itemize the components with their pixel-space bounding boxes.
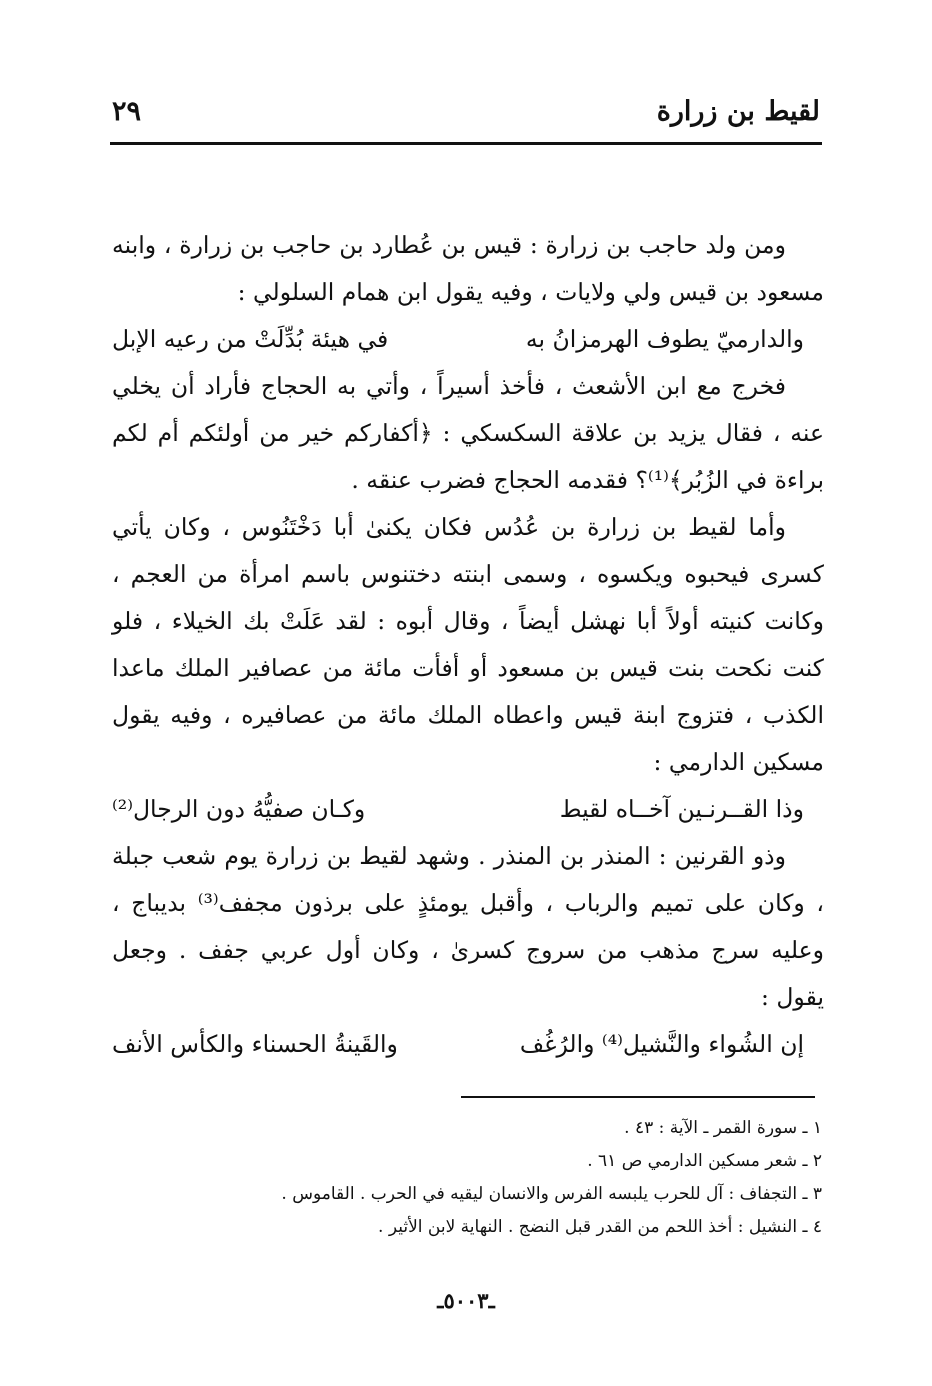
header-rule [110,142,822,145]
paragraph-1: ومن ولد حاجب بن زرارة : قيس بن عُطارد بن حاجب بن زرارة ، وابنه مسعود بن قيس ولي ولايات ، وفيه يقول ابن همام السلولي : [112,231,824,306]
verse-3 [112,1021,824,1068]
verse-3-second-hemistich: والقَينةُ الحسناء والكأس الأنف [112,1030,398,1058]
paragraph-3: وأما لقيط بن زرارة بن عُدُس فكان يكنىٰ أبا دَخْتَنُوس ، وكان يأتي كسرى فيحبوه ويكسوه ، وسمى ابنته دختنوس باسم امرأة من العجم ، وكانت كنيته أولاً أبا نهشل أيضاً ، وقال أبوه : لقد عَلَتْ بك الخيلاء ، فلو كنت نكحت بنت قيس بن مسعود أو أفأت مائة من عصافير الملك ماعدا الكذب ، فتزوج ابنة قيس واعطاه الملك مائة من عصافيره ، وفيه يقول مسكين الدارمي : [112,513,824,776]
verse-1-second-hemistich: في هيئة بُدِّلَتْ من رعيه الإبل [112,325,389,353]
verse-2-first-hemistich: وذا القــرنـين آخــاه لقيط [559,795,804,823]
footnote-4: ٤ ـ النشيل : أخذ اللحم من القدر قبل النضج . النهاية لابن الأثير . [378,1217,822,1237]
paragraph-4: وذو القرنين : المنذر بن المنذر . وشهد لقيط بن زرارة يوم شعب جبلة ، وكان على تميم والرباب ، وأقبل يومئذٍ على برذون مجفف⁽³⁾ بديباج ، وعليه سرج مذهب من سروج كسرىٰ ، وكان أول عربي جفف . وجعل يقول : [112,842,824,1011]
footnote-3: ٣ ـ التجفاف : آل للحرب يلبسه الفرس والانسان ليقيه في الحرب . القاموس . [281,1184,822,1204]
verse-1-first-hemistich: والدارميّ يطوف الهرمزانُ به [525,325,804,353]
page-code: ـ٥٠٠٣ـ [437,1288,495,1313]
main-text [112,222,824,1068]
verse-1 [112,316,824,363]
page-header [112,96,820,136]
page-number: ٢٩ [112,96,142,127]
verse-2-second-hemistich: وكـان صفيُّهُ دون الرجال⁽²⁾ [112,795,366,823]
footnote-1: ١ ـ سورة القمر ـ الآية : ٤٣ . [624,1118,822,1138]
running-title: لقيط بن زرارة [656,96,820,127]
footnote-separator [461,1096,815,1098]
footnotes [102,1112,822,1244]
verse-3-first-hemistich: إن الشُواء والنَّشيل⁽⁴⁾ والرُغُف [519,1030,804,1058]
footnote-2: ٢ ـ شعر مسكين الدارمي ص ٦١ . [587,1151,822,1171]
verse-2 [112,786,824,833]
paragraph-2: فخرج مع ابن الأشعث ، فأخذ أسيراً ، وأتي به الحجاج فأراد أن يخلي عنه ، فقال يزيد بن علاقة السكسكي : ﴿أكفاركم خير من أولئكم أم لكم براءة في الزُبُر﴾⁽¹⁾؟ فقدمه الحجاج فضرب عنقه . [112,372,824,494]
